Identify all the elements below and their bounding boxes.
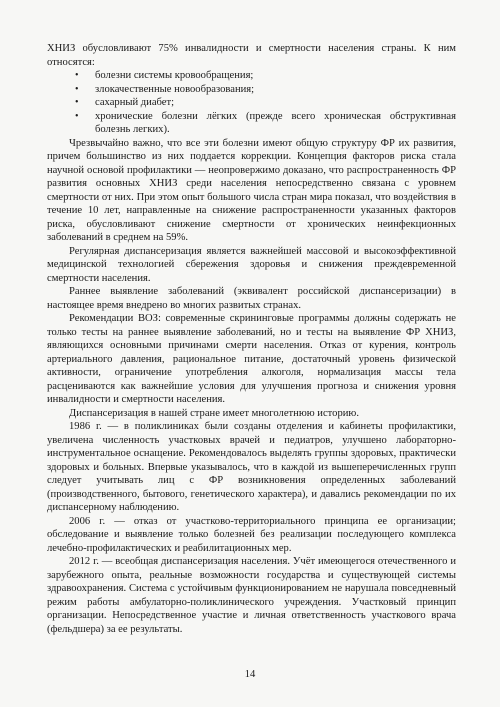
paragraph: Регулярная диспансеризация является важнейшей массовой и высокоэффективной медицинской технологией сбережения здоровья и снижения преждевременной смертности населения. (47, 245, 456, 284)
bullet-icon: • (75, 97, 79, 108)
bullet-icon: • (75, 83, 79, 95)
list-item: • хронические болезни лёгких (прежде всего хроническая обструктивная болезнь легких). (75, 110, 456, 135)
intro-line: ХНИЗ обусловливают 75% инвалидности и смертности населения страны. К ним относятся: (47, 43, 456, 68)
list-item: • сахарный диабет; (75, 97, 175, 108)
paragraph: Чрезвычайно важно, что все эти болезни имеют общую структуру ФР их развития, причем большинство из них поддается коррекции. Концепция факторов риска стала научной основой профилактики — неопровержимо доказано, что распространенность ФР развития основных ХНИЗ среди населения непосредственно связана с уровнем смертности от них. При этом опыт большого числа стран мира показал, что воздействия в течение 10 лет, направленные на снижение распространенности указанных факторов риска, обусловливают снижение смертности от хронических неинфекционных заболеваний в среднем на 59%. (47, 137, 456, 243)
list-item: • злокачественные новообразования; (75, 83, 255, 95)
page-number: 14 (244, 669, 256, 680)
page-content (47, 42, 456, 636)
list-item: • болезни системы кровообращения; (75, 70, 254, 81)
paragraph: 2012 г. — всеобщая диспансеризация населения. Учёт имеющегося отечественного и зарубежного опыта, реальные возможности государства и существующей системы здравоохранения. Система с устойчивым функционированием не нарушала повседневный режим работы амбулаторно-поликлинического учреждения. Участковый принцип организации. Непосредственное участие и личная ответственность участкового врача (фельдшера) за ее результаты. (47, 556, 456, 635)
bullet-icon: • (75, 110, 79, 122)
paragraph: Диспансеризация в нашей стране имеет многолетнюю историю. (69, 407, 359, 419)
paragraph: 2006 г. — отказ от участково-территориального принципа ее организации; обследование и выявление только болезней без реализации последующего комплекса лечебно-профилактических и реабилитационных мер. (47, 515, 456, 554)
paragraph: Раннее выявление заболеваний (эквивалент российской диспансеризации) в настоящее время внедрено во многих развитых странах. (47, 286, 456, 311)
paragraph: 1986 г. — в поликлиниках были созданы отделения и кабинеты профилактики, увеличена численность участковых врачей и педиатров, улучшено лабораторно-инструментальное оснащение. Рекомендовалось выделять группы здоровых, практически здоровых и больных. Впервые указывалось, что в каждой из вышеперечисленных групп следует учитывать лиц с ФР возникновения определенных заболеваний (производственного, бытового, генетического характера), и давались рекомендации по их диспансерному наблюдению. (47, 421, 456, 513)
paragraph: Рекомендации ВОЗ: современные скрининговые программы должны содержать не только тесты на раннее выявление заболеваний, но и тесты на выявление ФР ХНИЗ, являющихся основными причинами смерти населения. Отказ от курения, контроль артериального давления, рациональное питание, достаточный уровень физической активности, ограничение употребления алкоголя, нормализация массы тела расцениваются как важнейшие условия для улучшения прогноза и снижения уровня инвалидности и смертности населения. (47, 313, 456, 405)
risk-disease-list (47, 69, 456, 137)
bullet-icon: • (75, 70, 79, 81)
